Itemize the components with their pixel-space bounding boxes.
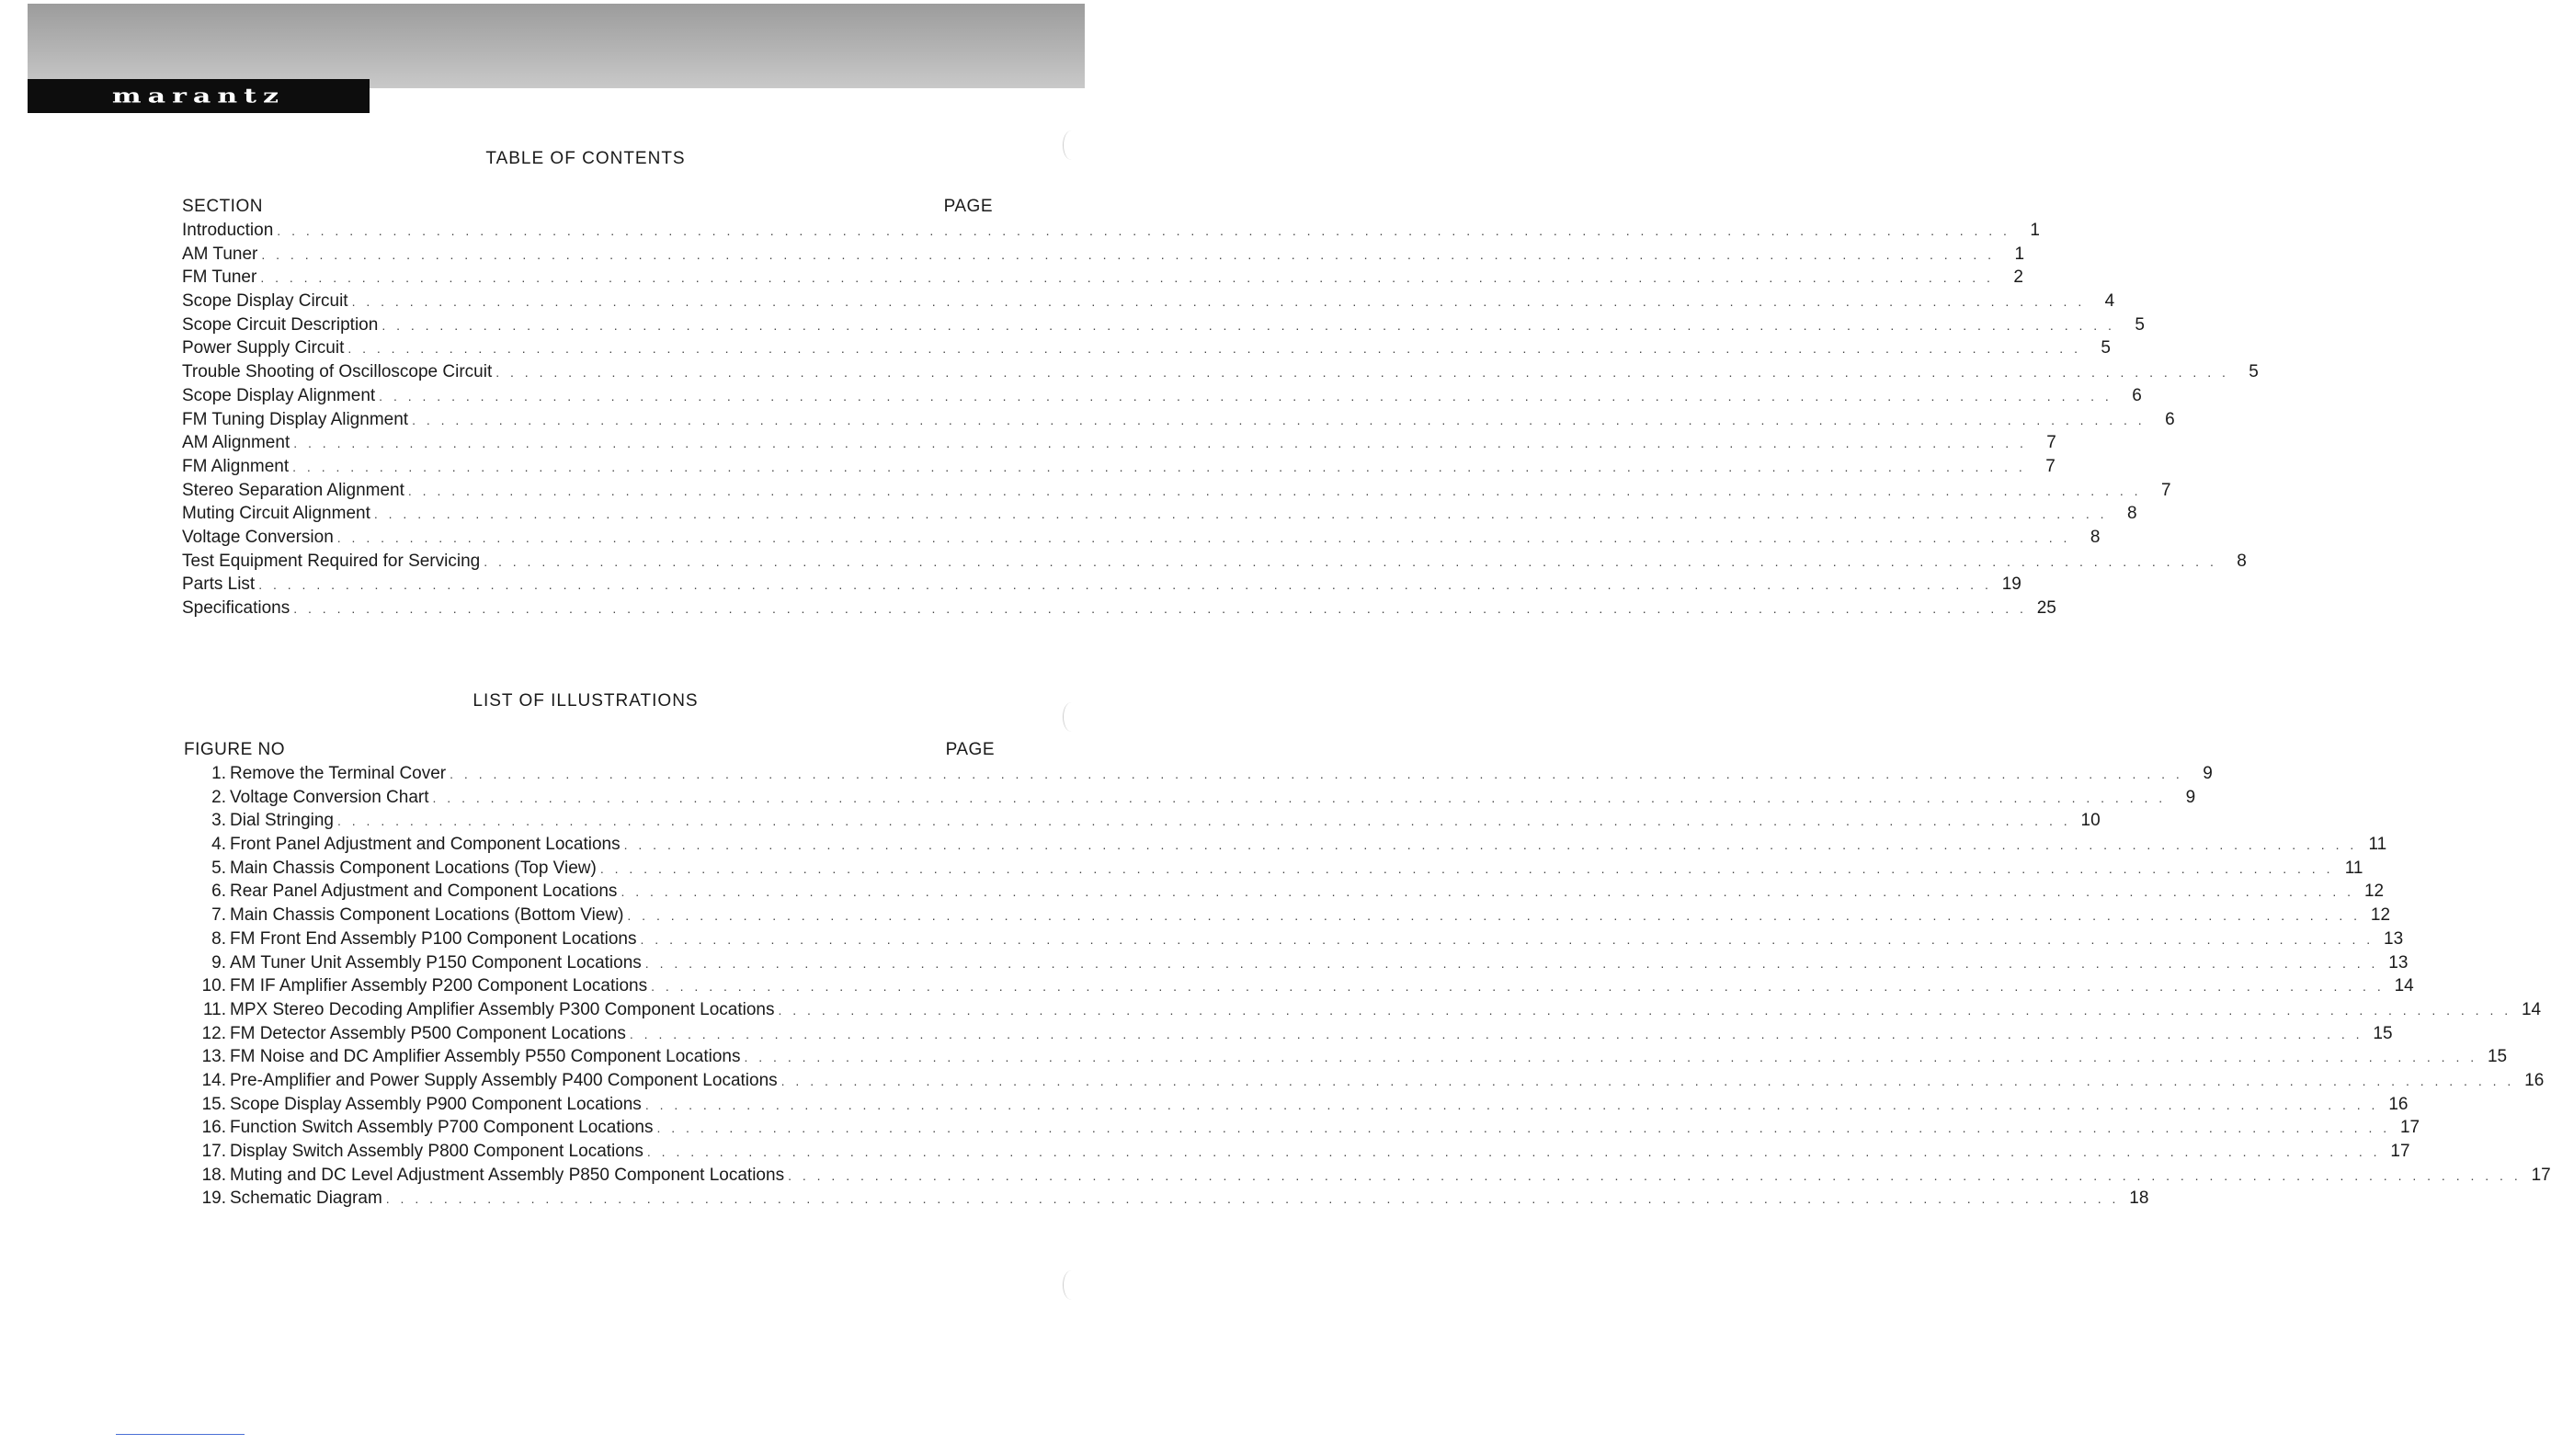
toc-entry [182,573,2021,597]
figure-number: 13. [201,1047,226,1067]
page-number: 11 [2344,858,2363,878]
toc-entry [182,290,2115,313]
page-number: 4 [2104,291,2115,312]
section-label: Specifications [182,598,290,618]
dot-leader: . . . . . . . . . . . . . . . . . . . . . . . . . . . . . . . . . . . . . . . . . . . . . . . . . . . . . . . . . . . . . . . . . . . . . . . . . . . . . . . . . . . . . . . . . . . . . . . . . . . . . . . . . . . . . . . . . . . . . . . . [337,813,2071,829]
dot-leader: . . . . . . . . . . . . . . . . . . . . . . . . . . . . . . . . . . . . . . . . . . . . . . . . . . . . . . . . . . . . . . . . . . . . . . . . . . . . . . . . . . . . . . . . . . . . . . . . . . . . . . . . . . . . . . . . . . . . . . . . [484,553,2217,569]
page-number: 7 [2160,480,2171,500]
section-header: SECTION [182,197,263,216]
illustrations-column-headers [184,738,995,762]
illustration-entry [184,927,2404,951]
dot-leader: . . . . . . . . . . . . . . . . . . . . . . . . . . . . . . . . . . . . . . . . . . . . . . . . . . . . . . . . . . . . . . . . . . . . . . . . . . . . . . . . . . . . . . . . . . . . . . . . . . . . . . . . . . . . . . . . . . . . . . . . [495,365,2229,381]
toc-entry [182,455,2056,479]
figure-number: 1. [211,764,226,783]
illustration-label: Rear Panel Adjustment and Component Locations [230,882,618,902]
dot-leader: . . . . . . . . . . . . . . . . . . . . . . . . . . . . . . . . . . . . . . . . . . . . . . . . . . . . . . . . . . . . . . . . . . . . . . . . . . . . . . . . . . . . . . . . . . . . . . . . . . . . . . . . . . . . . . . . . . . . . . . . [379,388,2113,404]
dot-leader: . . . . . . . . . . . . . . . . . . . . . . . . . . . . . . . . . . . . . . . . . . . . . . . . . . . . . . . . . . . . . . . . . . . . . . . . . . . . . . . . . . . . . . . . . . . . . . . . . . . . . . . . . . . . . . . . . . . . . . . . [382,317,2115,333]
page-number: 14 [2521,999,2542,1019]
illustration-entry [184,1116,2420,1140]
figure-number: 8. [211,928,226,949]
section-label: Scope Circuit Description [182,314,379,335]
figure-number: 10. [201,976,226,996]
dot-leader: . . . . . . . . . . . . . . . . . . . . . . . . . . . . . . . . . . . . . . . . . . . . . . . . . . . . . . . . . . . . . . . . . . . . . . . . . . . . . . . . . . . . . . . . . . . . . . . . . . . . . . . . . . . . . . . . . . . . . . . . [277,223,2010,238]
illustration-label: Dial Stringing [230,811,334,831]
figure-number: 16. [201,1118,226,1138]
illustration-label: Function Switch Assembly P700 Component Locations [230,1118,654,1138]
list-of-illustrations [184,738,2551,1211]
illustration-label: Display Switch Assembly P800 Component Locations [230,1142,643,1161]
dot-leader: . . . . . . . . . . . . . . . . . . . . . . . . . . . . . . . . . . . . . . . . . . . . . . . . . . . . . . . . . . . . . . . . . . . . . . . . . . . . . . . . . . . . . . . . . . . . . . . . . . . . . . . . . . . . . . . . . . . . . . . . [351,294,2086,310]
illustration-entry [184,1069,2545,1093]
page-number: 9 [2203,764,2213,783]
illustration-label: Voltage Conversion Chart [230,787,429,807]
illustration-label: Scope Display Assembly P900 Component Locations [230,1094,642,1114]
page-number: 11 [2368,835,2387,855]
toc-column-headers [182,195,993,219]
dot-leader: . . . . . . . . . . . . . . . . . . . . . . . . . . . . . . . . . . . . . . . . . . . . . . . . . . . . . . . . . . . . . . . . . . . . . . . . . . . . . . . . . . . . . . . . . . . . . . . . . . . . . . . . . . . . . . . . . . . . . . . . [336,529,2071,545]
figure-number: 2. [211,787,226,807]
illustrations-list [184,762,2551,1211]
illustrations-page-header: PAGE [945,740,995,759]
toc-entry [182,550,2247,574]
toc-title: TABLE OF CONTENTS [485,149,686,168]
dot-leader: . . . . . . . . . . . . . . . . . . . . . . . . . . . . . . . . . . . . . . . . . . . . . . . . . . . . . . . . . . . . . . . . . . . . . . . . . . . . . . . . . . . . . . . . . . . . . . . . . . . . . . . . . . . . . . . . . . . . . . . . [373,506,2108,522]
brand-logo [28,79,370,113]
dot-leader: . . . . . . . . . . . . . . . . . . . . . . . . . . . . . . . . . . . . . . . . . . . . . . . . . . . . . . . . . . . . . . . . . . . . . . . . . . . . . . . . . . . . . . . . . . . . . . . . . . . . . . . . . . . . . . . . . . . . . . . . [450,767,2183,781]
section-label: FM Tuning Display Alignment [182,409,409,429]
illustration-label: Pre-Amplifier and Power Supply Assembly P400 Component Locations [230,1070,778,1090]
dot-leader: . . . . . . . . . . . . . . . . . . . . . . . . . . . . . . . . . . . . . . . . . . . . . . . . . . . . . . . . . . . . . . . . . . . . . . . . . . . . . . . . . . . . . . . . . . . . . . . . . . . . . . . . . . . . . . . . . . . . . . . . [293,601,2027,616]
illustration-label: Muting and DC Level Adjustment Assembly P850 Component Locations [230,1165,785,1185]
toc-entry [182,526,2101,550]
page-number: 8 [2237,551,2247,571]
illustration-entry [184,786,2196,810]
dot-leader: . . . . . . . . . . . . . . . . . . . . . . . . . . . . . . . . . . . . . . . . . . . . . . . . . . . . . . . . . . . . . . . . . . . . . . . . . . . . . . . . . . . . . . . . . . . . . . . . . . . . . . . . . . . . . . . . . . . . . . . . [621,884,2355,900]
dot-leader: . . . . . . . . . . . . . . . . . . . . . . . . . . . . . . . . . . . . . . . . . . . . . . . . . . . . . . . . . . . . . . . . . . . . . . . . . . . . . . . . . . . . . . . . . . . . . . . . . . . . . . . . . . . . . . . . . . . . . . . . [293,436,2027,451]
binder-hole-mark [1063,1270,1080,1300]
illustration-entry [184,1022,2393,1046]
figure-number: 11. [202,999,226,1019]
illustration-entry [184,998,2542,1022]
dot-leader: . . . . . . . . . . . . . . . . . . . . . . . . . . . . . . . . . . . . . . . . . . . . . . . . . . . . . . . . . . . . . . . . . . . . . . . . . . . . . . . . . . . . . . . . . . . . . . . . . . . . . . . . . . . . . . . . . . . . . . . . [627,908,2362,924]
binder-hole-mark [1063,702,1080,732]
toc-page-header: PAGE [943,197,993,216]
page-number: 16 [2524,1070,2545,1090]
illustration-label: Front Panel Adjustment and Component Locations [230,835,621,855]
illustration-entry [184,1187,2149,1211]
illustrations-title: LIST OF ILLUSTRATIONS [473,691,699,711]
figure-number: 5. [211,858,226,878]
dot-leader: . . . . . . . . . . . . . . . . . . . . . . . . . . . . . . . . . . . . . . . . . . . . . . . . . . . . . . . . . . . . . . . . . . . . . . . . . . . . . . . . . . . . . . . . . . . . . . . . . . . . . . . . . . . . . . . . . . . . . . . . [651,979,2385,995]
figure-number: 4. [211,835,226,855]
toc-entry [182,336,2111,360]
figure-number: 6. [211,882,226,902]
figure-number: 9. [211,952,226,973]
illustration-entry [184,833,2387,857]
toc-entry [182,431,2056,455]
illustration-label: FM Front End Assembly P100 Component Locations [230,928,637,949]
page-number: 5 [2101,338,2111,358]
page-number: 13 [2388,952,2409,973]
toc-entry [182,313,2145,337]
illustration-entry [184,880,2385,904]
illustration-entry [184,762,2213,786]
page-number: 12 [2370,905,2391,926]
page-number: 9 [2185,787,2196,807]
dot-leader: . . . . . . . . . . . . . . . . . . . . . . . . . . . . . . . . . . . . . . . . . . . . . . . . . . . . . . . . . . . . . . . . . . . . . . . . . . . . . . . . . . . . . . . . . . . . . . . . . . . . . . . . . . . . . . . . . . . . . . . . [788,1167,2522,1183]
toc-entry [182,384,2142,408]
dot-leader: . . . . . . . . . . . . . . . . . . . . . . . . . . . . . . . . . . . . . . . . . . . . . . . . . . . . . . . . . . . . . . . . . . . . . . . . . . . . . . . . . . . . . . . . . . . . . . . . . . . . . . . . . . . . . . . . . . . . . . . . [629,1026,2363,1041]
dot-leader: . . . . . . . . . . . . . . . . . . . . . . . . . . . . . . . . . . . . . . . . . . . . . . . . . . . . . . . . . . . . . . . . . . . . . . . . . . . . . . . . . . . . . . . . . . . . . . . . . . . . . . . . . . . . . . . . . . . . . . . . [778,1002,2512,1018]
section-label: AM Tuner [182,244,258,264]
illustration-entry [184,904,2391,927]
page-number: 25 [2036,598,2056,618]
dot-leader: . . . . . . . . . . . . . . . . . . . . . . . . . . . . . . . . . . . . . . . . . . . . . . . . . . . . . . . . . . . . . . . . . . . . . . . . . . . . . . . . . . . . . . . . . . . . . . . . . . . . . . . . . . . . . . . . . . . . . . . . [412,412,2146,427]
figure-number: 3. [211,811,226,831]
toc-entry [182,479,2171,503]
page-number: 13 [2384,928,2404,949]
section-label: Power Supply Circuit [182,338,345,358]
illustration-entry [184,1045,2508,1069]
figure-number: 14. [201,1070,226,1090]
illustration-label: Schematic Diagram [230,1189,382,1209]
toc-entry [182,360,2259,384]
dot-leader: . . . . . . . . . . . . . . . . . . . . . . . . . . . . . . . . . . . . . . . . . . . . . . . . . . . . . . . . . . . . . . . . . . . . . . . . . . . . . . . . . . . . . . . . . . . . . . . . . . . . . . . . . . . . . . . . . . . . . . . . [260,270,1994,286]
page-number: 7 [2045,456,2056,476]
header-band [28,4,1085,88]
brand-logo-text: marantz [111,84,286,108]
figure-no-header: FIGURE NO [184,740,286,759]
section-label: Test Equipment Required for Servicing [182,551,481,571]
page-number: 1 [2030,221,2040,240]
dot-leader: . . . . . . . . . . . . . . . . . . . . . . . . . . . . . . . . . . . . . . . . . . . . . . . . . . . . . . . . . . . . . . . . . . . . . . . . . . . . . . . . . . . . . . . . . . . . . . . . . . . . . . . . . . . . . . . . . . . . . . . . [646,1144,2381,1159]
dot-leader: . . . . . . . . . . . . . . . . . . . . . . . . . . . . . . . . . . . . . . . . . . . . . . . . . . . . . . . . . . . . . . . . . . . . . . . . . . . . . . . . . . . . . . . . . . . . . . . . . . . . . . . . . . . . . . . . . . . . . . . . [407,483,2142,498]
figure-number: 12. [201,1023,226,1043]
bottom-rule [116,1434,245,1435]
page-number: 17 [2390,1142,2410,1161]
toc-entry [182,243,2025,267]
page-number: 16 [2388,1094,2409,1114]
page-number: 6 [2132,385,2142,405]
figure-number: 7. [211,905,226,926]
section-label: Muting Circuit Alignment [182,504,370,524]
binder-hole-mark [1063,131,1080,160]
illustration-label: AM Tuner Unit Assembly P150 Component Locations [230,952,642,973]
page-number: 15 [2487,1047,2508,1067]
illustration-entry [184,857,2363,881]
dot-leader: . . . . . . . . . . . . . . . . . . . . . . . . . . . . . . . . . . . . . . . . . . . . . . . . . . . . . . . . . . . . . . . . . . . . . . . . . . . . . . . . . . . . . . . . . . . . . . . . . . . . . . . . . . . . . . . . . . . . . . . . [599,860,2334,876]
section-label: Introduction [182,221,274,240]
page-number: 19 [2001,574,2021,595]
illustration-entry [184,1093,2409,1117]
page-number: 17 [2399,1118,2420,1138]
toc-entry [182,266,2023,290]
dot-leader: . . . . . . . . . . . . . . . . . . . . . . . . . . . . . . . . . . . . . . . . . . . . . . . . . . . . . . . . . . . . . . . . . . . . . . . . . . . . . . . . . . . . . . . . . . . . . . . . . . . . . . . . . . . . . . . . . . . . . . . . [385,1191,2120,1207]
dot-leader: . . . . . . . . . . . . . . . . . . . . . . . . . . . . . . . . . . . . . . . . . . . . . . . . . . . . . . . . . . . . . . . . . . . . . . . . . . . . . . . . . . . . . . . . . . . . . . . . . . . . . . . . . . . . . . . . . . . . . . . . [261,246,1996,262]
dot-leader: . . . . . . . . . . . . . . . . . . . . . . . . . . . . . . . . . . . . . . . . . . . . . . . . . . . . . . . . . . . . . . . . . . . . . . . . . . . . . . . . . . . . . . . . . . . . . . . . . . . . . . . . . . . . . . . . . . . . . . . . [292,459,2026,474]
figure-number: 18. [201,1165,226,1185]
dot-leader: . . . . . . . . . . . . . . . . . . . . . . . . . . . . . . . . . . . . . . . . . . . . . . . . . . . . . . . . . . . . . . . . . . . . . . . . . . . . . . . . . . . . . . . . . . . . . . . . . . . . . . . . . . . . . . . . . . . . . . . . [644,955,2379,971]
section-label: FM Tuner [182,267,257,288]
toc-entry [182,219,2040,243]
page-number: 8 [2126,504,2137,524]
page-number: 17 [2531,1165,2551,1185]
page-number: 14 [2394,976,2414,996]
figure-number: 17. [201,1142,226,1161]
section-label: Scope Display Alignment [182,385,376,405]
section-label: Parts List [182,574,256,595]
table-of-contents [182,195,2259,620]
page-number: 5 [2135,314,2145,335]
page-number: 5 [2249,362,2259,382]
page-number: 6 [2165,409,2175,429]
page-number: 12 [2363,882,2385,902]
dot-leader: . . . . . . . . . . . . . . . . . . . . . . . . . . . . . . . . . . . . . . . . . . . . . . . . . . . . . . . . . . . . . . . . . . . . . . . . . . . . . . . . . . . . . . . . . . . . . . . . . . . . . . . . . . . . . . . . . . . . . . . . [780,1073,2515,1088]
dot-leader: . . . . . . . . . . . . . . . . . . . . . . . . . . . . . . . . . . . . . . . . . . . . . . . . . . . . . . . . . . . . . . . . . . . . . . . . . . . . . . . . . . . . . . . . . . . . . . . . . . . . . . . . . . . . . . . . . . . . . . . . [623,837,2358,853]
dot-leader: . . . . . . . . . . . . . . . . . . . . . . . . . . . . . . . . . . . . . . . . . . . . . . . . . . . . . . . . . . . . . . . . . . . . . . . . . . . . . . . . . . . . . . . . . . . . . . . . . . . . . . . . . . . . . . . . . . . . . . . . [640,931,2374,947]
illustration-entry [184,1164,2551,1188]
illustration-label: Main Chassis Component Locations (Bottom View) [230,905,624,926]
illustration-entry [184,951,2409,975]
toc-list [182,219,2259,620]
page-number: 10 [2080,811,2101,831]
illustration-entry [184,1140,2410,1164]
toc-entry [182,502,2137,526]
dot-leader: . . . . . . . . . . . . . . . . . . . . . . . . . . . . . . . . . . . . . . . . . . . . . . . . . . . . . . . . . . . . . . . . . . . . . . . . . . . . . . . . . . . . . . . . . . . . . . . . . . . . . . . . . . . . . . . . . . . . . . . . [258,577,1992,593]
dot-leader: . . . . . . . . . . . . . . . . . . . . . . . . . . . . . . . . . . . . . . . . . . . . . . . . . . . . . . . . . . . . . . . . . . . . . . . . . . . . . . . . . . . . . . . . . . . . . . . . . . . . . . . . . . . . . . . . . . . . . . . . [644,1097,2379,1112]
section-label: AM Alignment [182,433,290,453]
dot-leader: . . . . . . . . . . . . . . . . . . . . . . . . . . . . . . . . . . . . . . . . . . . . . . . . . . . . . . . . . . . . . . . . . . . . . . . . . . . . . . . . . . . . . . . . . . . . . . . . . . . . . . . . . . . . . . . . . . . . . . . . [744,1050,2478,1065]
illustration-entry [184,974,2414,998]
dot-leader: . . . . . . . . . . . . . . . . . . . . . . . . . . . . . . . . . . . . . . . . . . . . . . . . . . . . . . . . . . . . . . . . . . . . . . . . . . . . . . . . . . . . . . . . . . . . . . . . . . . . . . . . . . . . . . . . . . . . . . . . [347,341,2081,357]
section-label: Trouble Shooting of Oscilloscope Circuit [182,362,493,382]
illustration-label: FM Detector Assembly P500 Component Locations [230,1023,626,1043]
toc-entry [182,597,2056,620]
page-number: 2 [2013,267,2023,288]
page-number: 18 [2129,1189,2149,1209]
illustration-label: FM IF Amplifier Assembly P200 Component Locations [230,976,648,996]
illustration-label: Main Chassis Component Locations (Top View) [230,858,597,878]
toc-entry [182,408,2175,432]
figure-number: 19. [201,1189,226,1209]
page-number: 8 [2090,527,2101,547]
dot-leader: . . . . . . . . . . . . . . . . . . . . . . . . . . . . . . . . . . . . . . . . . . . . . . . . . . . . . . . . . . . . . . . . . . . . . . . . . . . . . . . . . . . . . . . . . . . . . . . . . . . . . . . . . . . . . . . . . . . . . . . . [656,1120,2391,1136]
page-number: 7 [2046,433,2056,453]
illustration-entry [184,809,2101,833]
section-label: Scope Display Circuit [182,291,348,312]
dot-leader: . . . . . . . . . . . . . . . . . . . . . . . . . . . . . . . . . . . . . . . . . . . . . . . . . . . . . . . . . . . . . . . . . . . . . . . . . . . . . . . . . . . . . . . . . . . . . . . . . . . . . . . . . . . . . . . . . . . . . . . . [432,790,2167,805]
figure-number: 15. [201,1094,226,1114]
page-number: 1 [2014,244,2025,264]
section-label: FM Alignment [182,456,290,476]
section-label: Stereo Separation Alignment [182,480,404,500]
illustration-label: MPX Stereo Decoding Amplifier Assembly P300 Component Locations [230,999,775,1019]
illustration-label: FM Noise and DC Amplifier Assembly P550 Component Locations [230,1047,741,1067]
section-label: Voltage Conversion [182,527,334,547]
page-number: 15 [2373,1023,2393,1043]
illustration-label: Remove the Terminal Cover [230,764,447,783]
